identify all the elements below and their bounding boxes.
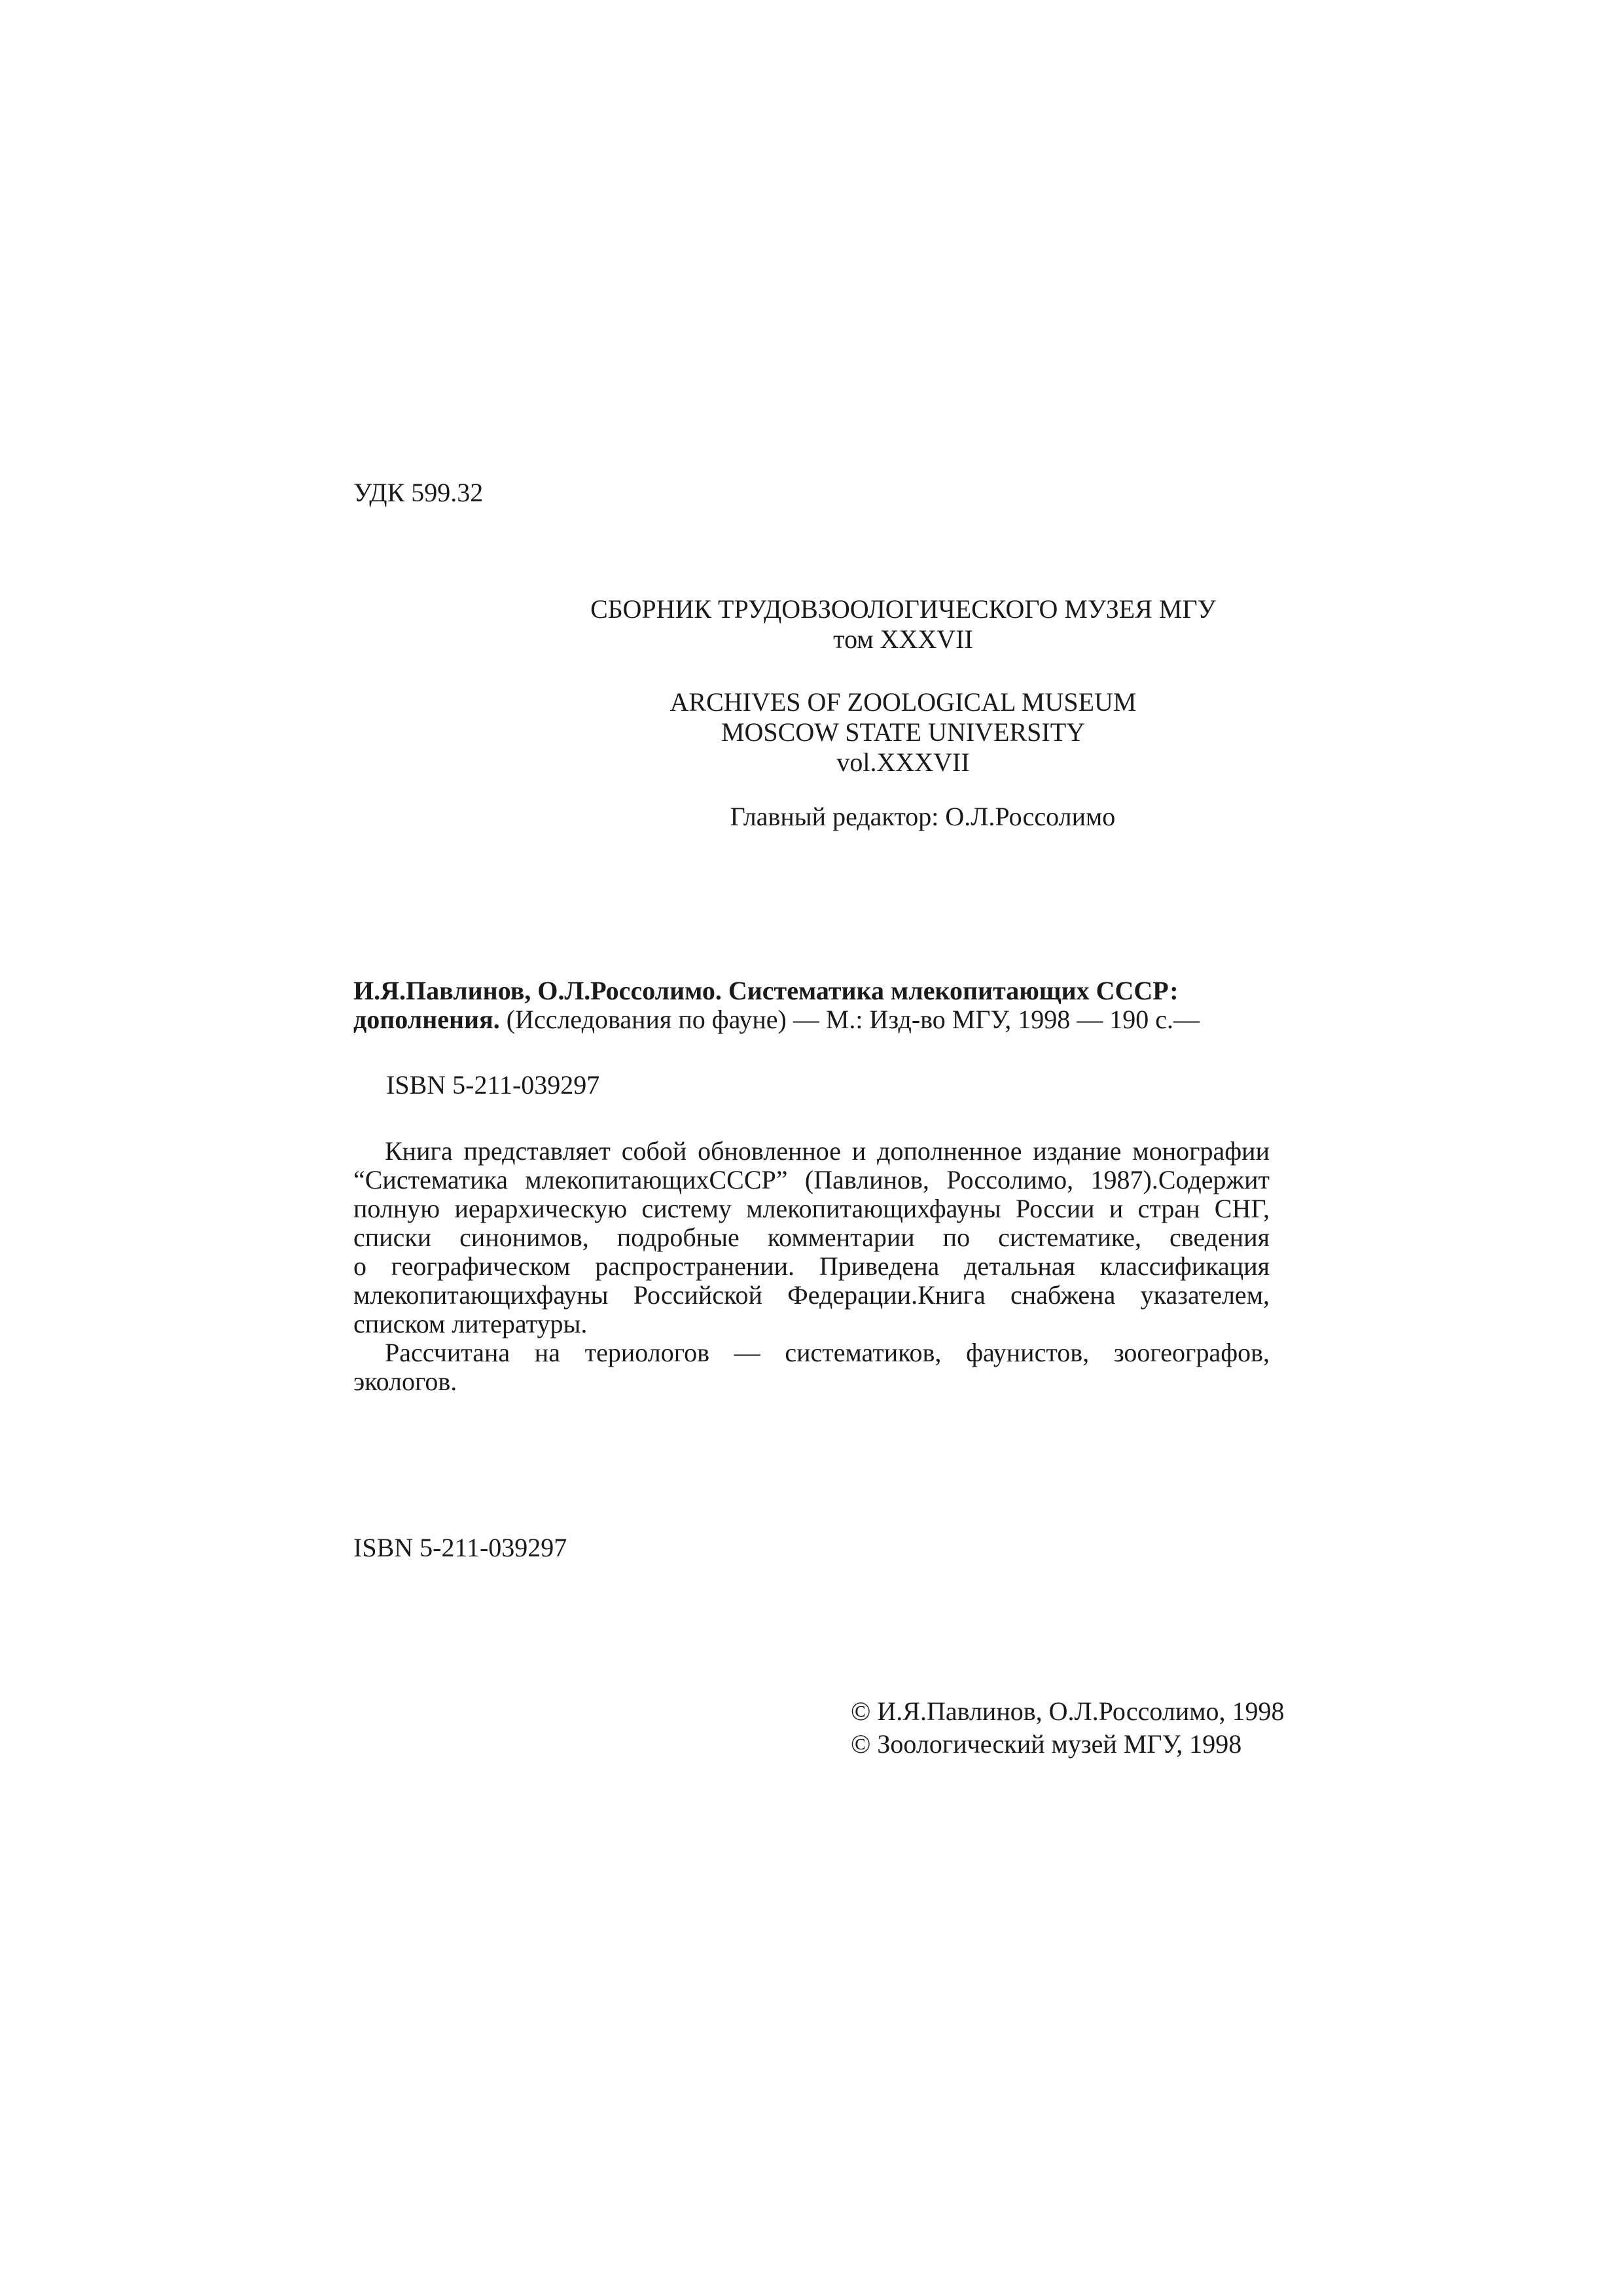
udk-code: УДК 599.32	[353, 478, 484, 507]
abstract-line: “Систематика млекопитающихСССР” (Павлинов, Россолимо, 1987).Содержит	[353, 1165, 1270, 1194]
bibliographic-entry	[353, 977, 1270, 1034]
biblio-line-2	[353, 1005, 1270, 1034]
copyright-museum: © Зоологический музей МГУ, 1998	[851, 1729, 1242, 1759]
abstract-line: полную иерархическую систему млекопитающихфауны России и стран СНГ,	[353, 1194, 1270, 1223]
isbn-bottom: ISBN 5-211-039297	[353, 1533, 567, 1562]
biblio-title-cont: дополнения.	[353, 1005, 500, 1034]
series-en-block	[419, 687, 1387, 778]
abstract	[353, 1137, 1270, 1396]
chief-editor: Главный редактор: О.Л.Россолимо	[730, 802, 1116, 831]
biblio-line-1	[353, 977, 1270, 1005]
series-ru-title: СБОРНИК ТРУДОВЗООЛОГИЧЕСКОГО МУЗЕЯ МГУ	[590, 594, 1216, 624]
abstract-line: списком литературы.	[353, 1309, 588, 1338]
abstract-line: о географическом распространении. Приведена детальная классификация	[353, 1251, 1270, 1281]
editor-block	[438, 802, 1407, 832]
copyright-block	[851, 1695, 1285, 1761]
series-ru-volume: том XXXVII	[833, 624, 973, 654]
series-en-title-2: MOSCOW STATE UNIVERSITY	[721, 717, 1086, 747]
abstract-line: Рассчитана на териологов — систематиков, фаунистов, зоогеографов,	[385, 1338, 1270, 1367]
series-en-volume: vol.XXXVII	[836, 747, 970, 777]
isbn-top: ISBN 5-211-039297	[386, 1070, 600, 1100]
series-ru-block	[419, 594, 1387, 655]
series-en-title-1: ARCHIVES OF ZOOLOGICAL MUSEUM	[669, 687, 1137, 717]
abstract-line: Книга представляет собой обновленное и дополненное издание монографии	[385, 1136, 1270, 1166]
biblio-authors-title: И.Я.Павлинов, О.Л.Россолимо. Систематика млекопитающих СССР:	[353, 976, 1179, 1005]
copyright-authors: © И.Я.Павлинов, О.Л.Россолимо, 1998	[851, 1696, 1285, 1726]
abstract-line: списки синонимов, подробные комментарии по систематике, сведения	[353, 1223, 1270, 1252]
abstract-line: экологов.	[353, 1367, 457, 1396]
biblio-imprint: (Исследования по фауне) — М.: Изд-во МГУ, 1998 — 190 с.—	[499, 1005, 1200, 1034]
abstract-line: млекопитающихфауны Российской Федерации.Книга снабжена указателем,	[353, 1280, 1270, 1310]
